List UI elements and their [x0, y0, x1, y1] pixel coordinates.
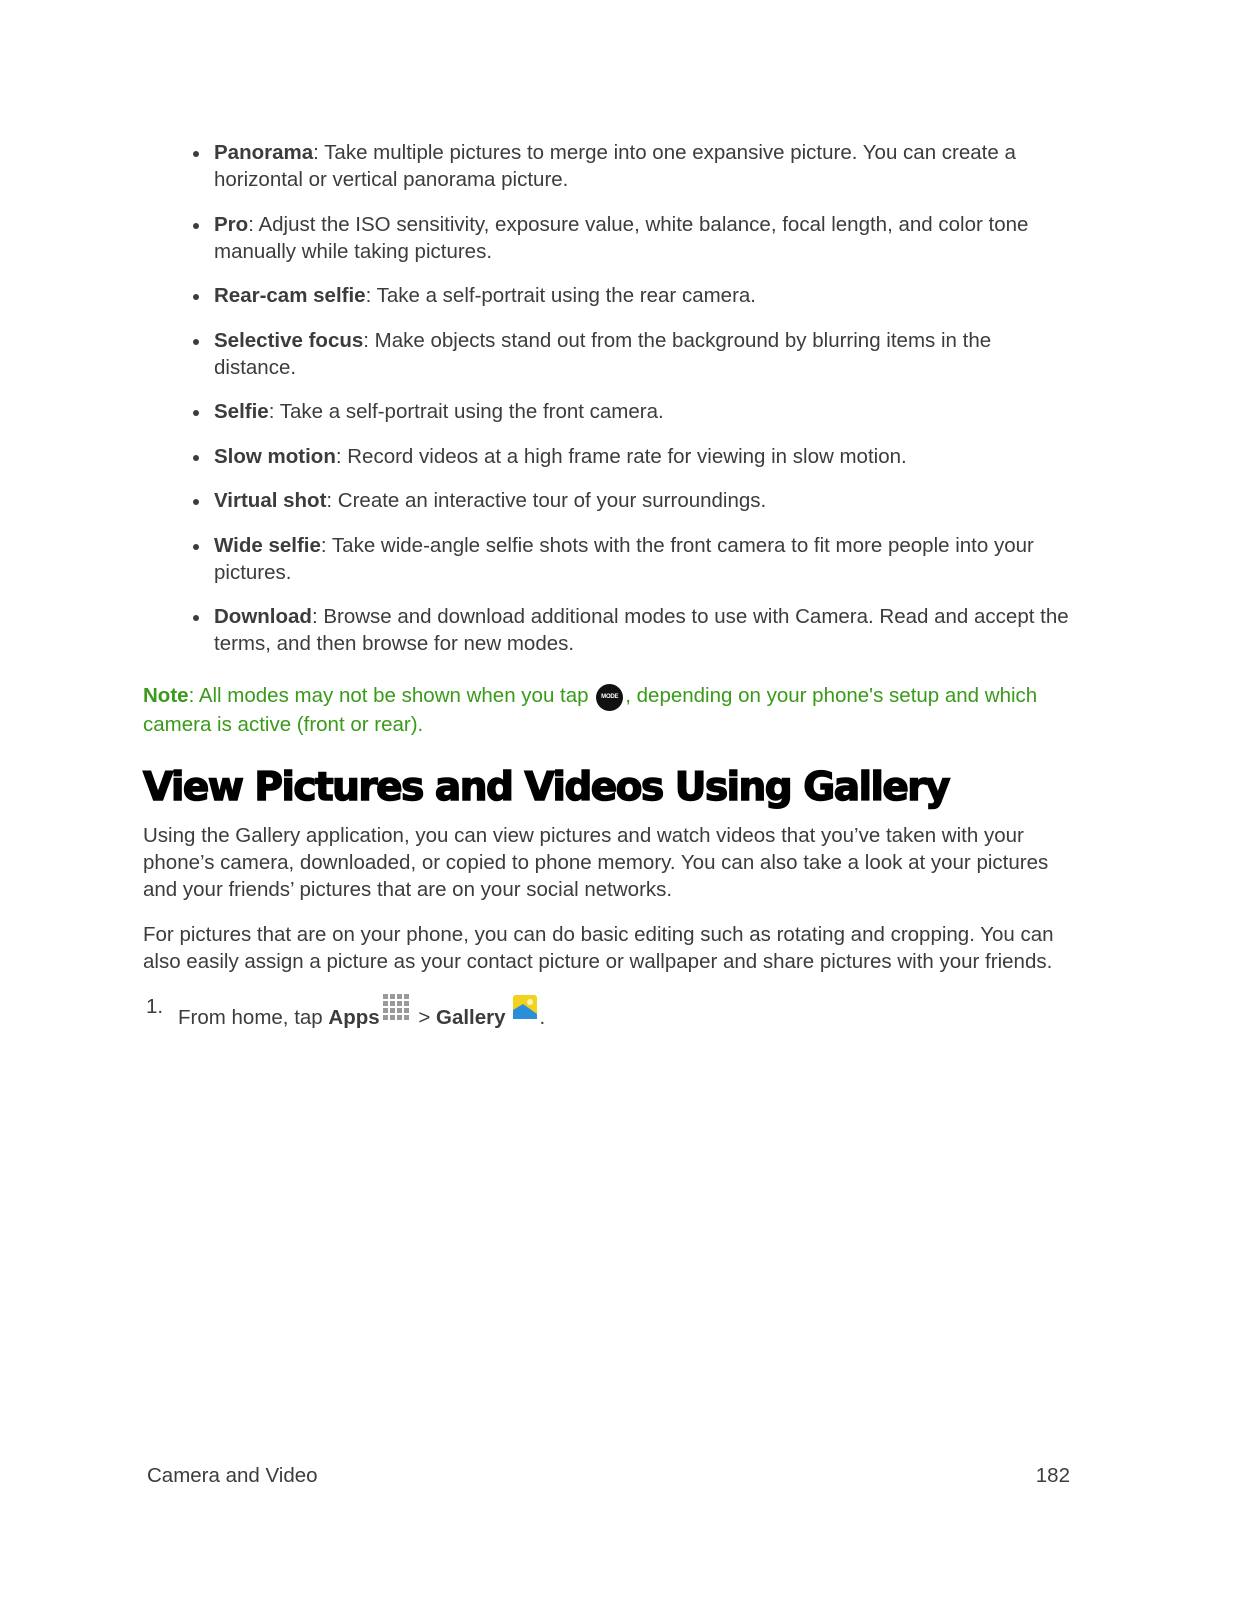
- list-item: [143, 139, 1078, 193]
- step-separator: >: [412, 1006, 437, 1029]
- bullet-icon: [193, 151, 199, 157]
- editing-paragraph: For pictures that are on your phone, you can do basic editing such as rotating and cropping. You can also easily assign a picture as your contact picture or wallpaper and share pictures with your friends.: [143, 923, 1054, 973]
- mode-description: : Take a self-portrait using the rear camera.: [365, 284, 757, 307]
- mode-term: Slow motion: [214, 444, 336, 468]
- footer-section-name: Camera and Video: [147, 1464, 318, 1487]
- mode-term: Panorama: [214, 141, 314, 164]
- bullet-icon: [193, 223, 199, 229]
- mode-term: Rear-cam selfie: [214, 284, 366, 307]
- mode-term: Virtual shot: [214, 489, 327, 512]
- mode-term: Pro: [214, 212, 249, 236]
- note-text-after: , depending on your phone's setup and which camera is active (front or rear).: [143, 684, 1038, 736]
- mode-description: : Adjust the ISO sensitivity, exposure value, white balance, focal length, and color tone manually while taking pictures.: [214, 212, 1029, 263]
- mode-description: : Make objects stand out from the background by blurring items in the distance.: [214, 328, 992, 379]
- bullet-icon: [193, 615, 199, 621]
- list-item: [143, 282, 1078, 309]
- bullet-icon: [193, 499, 199, 505]
- list-item: [143, 398, 1078, 425]
- step-number: 1.: [146, 995, 164, 1018]
- mode-button-icon: [596, 684, 623, 711]
- step-item: [143, 993, 1078, 1031]
- mode-description: : Take wide-angle selfie shots with the front camera to fit more people into your pictures.: [214, 533, 1034, 584]
- bullet-icon: [193, 339, 199, 345]
- mode-term: Selfie: [214, 400, 269, 423]
- mode-term: Wide selfie: [214, 533, 321, 557]
- bullet-icon: [193, 294, 199, 300]
- gallery-icon: [512, 994, 538, 1020]
- list-item: [143, 443, 1078, 470]
- bullet-icon: [193, 410, 199, 416]
- list-item: [143, 211, 1078, 265]
- gallery-label: Gallery: [436, 1006, 506, 1029]
- camera-modes-list: [143, 139, 1078, 657]
- mode-description: : Take a self-portrait using the front camera.: [268, 400, 664, 423]
- apps-label: Apps: [328, 1006, 380, 1029]
- page-number: 182: [1035, 1464, 1070, 1487]
- bullet-icon: [193, 544, 199, 550]
- section-title: View Pictures and Videos Using Gallery: [143, 765, 949, 810]
- mode-description: : Create an interactive tour of your surroundings.: [326, 489, 767, 512]
- mode-term: Selective focus: [214, 328, 364, 352]
- bullet-icon: [193, 455, 199, 461]
- note-text-before: : All modes may not be shown when you tap: [188, 684, 595, 707]
- note-callout: [143, 682, 1078, 738]
- list-item: [143, 532, 1078, 586]
- step-suffix: .: [539, 1006, 546, 1029]
- list-item: [143, 487, 1078, 514]
- mode-icon-label: MODE: [601, 694, 619, 700]
- mode-description: : Browse and download additional modes to use with Camera. Read and accept the terms, and then browse for new modes.: [214, 605, 1069, 655]
- list-item: [143, 327, 1078, 381]
- apps-grid-icon: [382, 993, 410, 1021]
- steps-list: [143, 993, 1078, 1031]
- mode-description: : Take multiple pictures to merge into one expansive picture. You can create a horizontal or vertical panorama picture.: [214, 141, 1016, 191]
- note-label: Note: [143, 684, 189, 707]
- mode-term: Download: [214, 605, 312, 628]
- intro-paragraph: Using the Gallery application, you can view pictures and watch videos that you’ve taken with your phone’s camera, downloaded, or copied to phone memory. You can also take a look at your pictures and your friends’ pictures that are on your social networks.: [143, 824, 1049, 901]
- mode-description: : Record videos at a high frame rate for viewing in slow motion.: [335, 444, 907, 468]
- page-content: [143, 139, 1078, 1031]
- step-prefix: From home, tap: [178, 1006, 329, 1029]
- list-item: [143, 603, 1078, 657]
